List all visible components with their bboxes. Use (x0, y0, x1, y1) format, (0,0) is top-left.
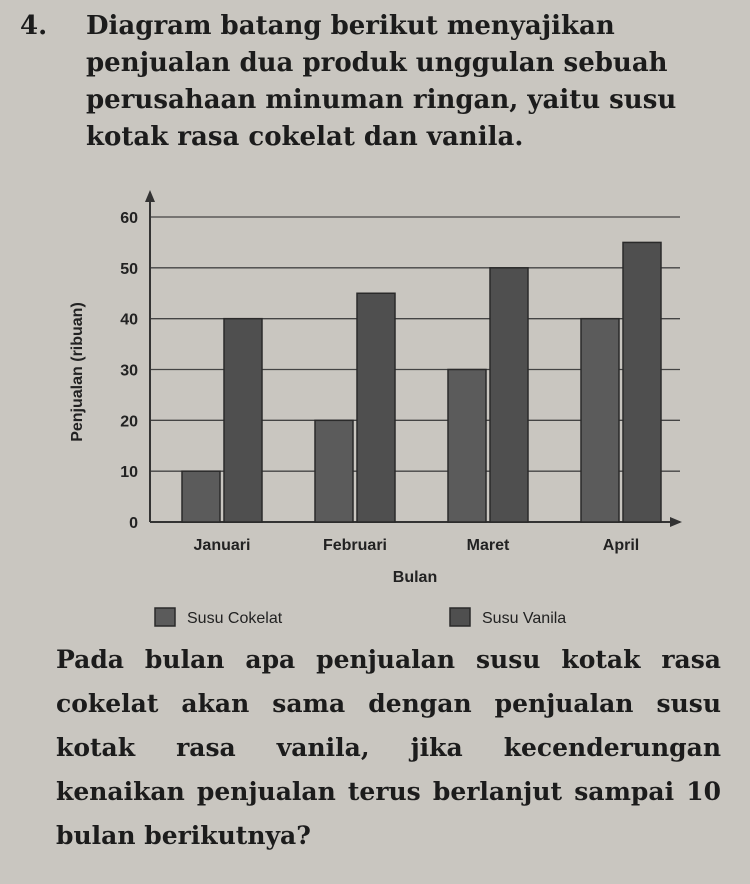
legend-label: Susu Cokelat (187, 610, 283, 627)
legend-swatch (155, 608, 175, 626)
x-category-label: Februari (322, 537, 388, 554)
y-tick-label: 40 (120, 311, 138, 329)
question-prompt: Pada bulan apa penjualan susu kotak rasa cokelat akan sama dengan penjualan susu kotak rasa vanila, jika kecenderungan kenaikan penjualan terus berlanjut sampai 10 bulan berikutnya? (56, 645, 721, 850)
y-tick-label: 10 (120, 464, 138, 482)
legend-swatch (450, 608, 470, 626)
x-axis-arrow (670, 517, 682, 527)
y-tick-label: 60 (120, 210, 138, 227)
x-category-label: Januari (193, 537, 251, 554)
x-axis-title: Bulan (392, 569, 438, 586)
bar-chart (60, 182, 700, 632)
bar-cokelat (315, 420, 353, 522)
bar-vanila (490, 268, 528, 522)
bar-vanila (357, 293, 395, 522)
y-axis-title: Penjualan (ribuan) (69, 302, 86, 442)
bar-vanila (623, 242, 661, 522)
question-stem: Diagram batang berikut menyajikan penjualan dua produk unggulan sebuah perusahaan minuman ringan, yaitu susu kotak rasa cokelat dan vanila. (86, 11, 677, 152)
bar-cokelat (448, 370, 486, 523)
chart-svg (60, 182, 700, 632)
y-tick-label: 30 (120, 362, 138, 380)
legend-label: Susu Vanila (482, 610, 567, 627)
question-number: 4. (20, 11, 48, 41)
y-tick-label: 50 (120, 260, 138, 278)
bar-vanila (224, 319, 262, 522)
y-tick-label: 20 (120, 413, 138, 431)
x-category-label: April (602, 537, 640, 554)
x-category-label: Maret (466, 537, 510, 554)
y-tick-label: 0 (129, 515, 138, 532)
y-axis-arrow (145, 190, 155, 202)
bar-cokelat (581, 319, 619, 522)
bar-cokelat (182, 471, 220, 522)
